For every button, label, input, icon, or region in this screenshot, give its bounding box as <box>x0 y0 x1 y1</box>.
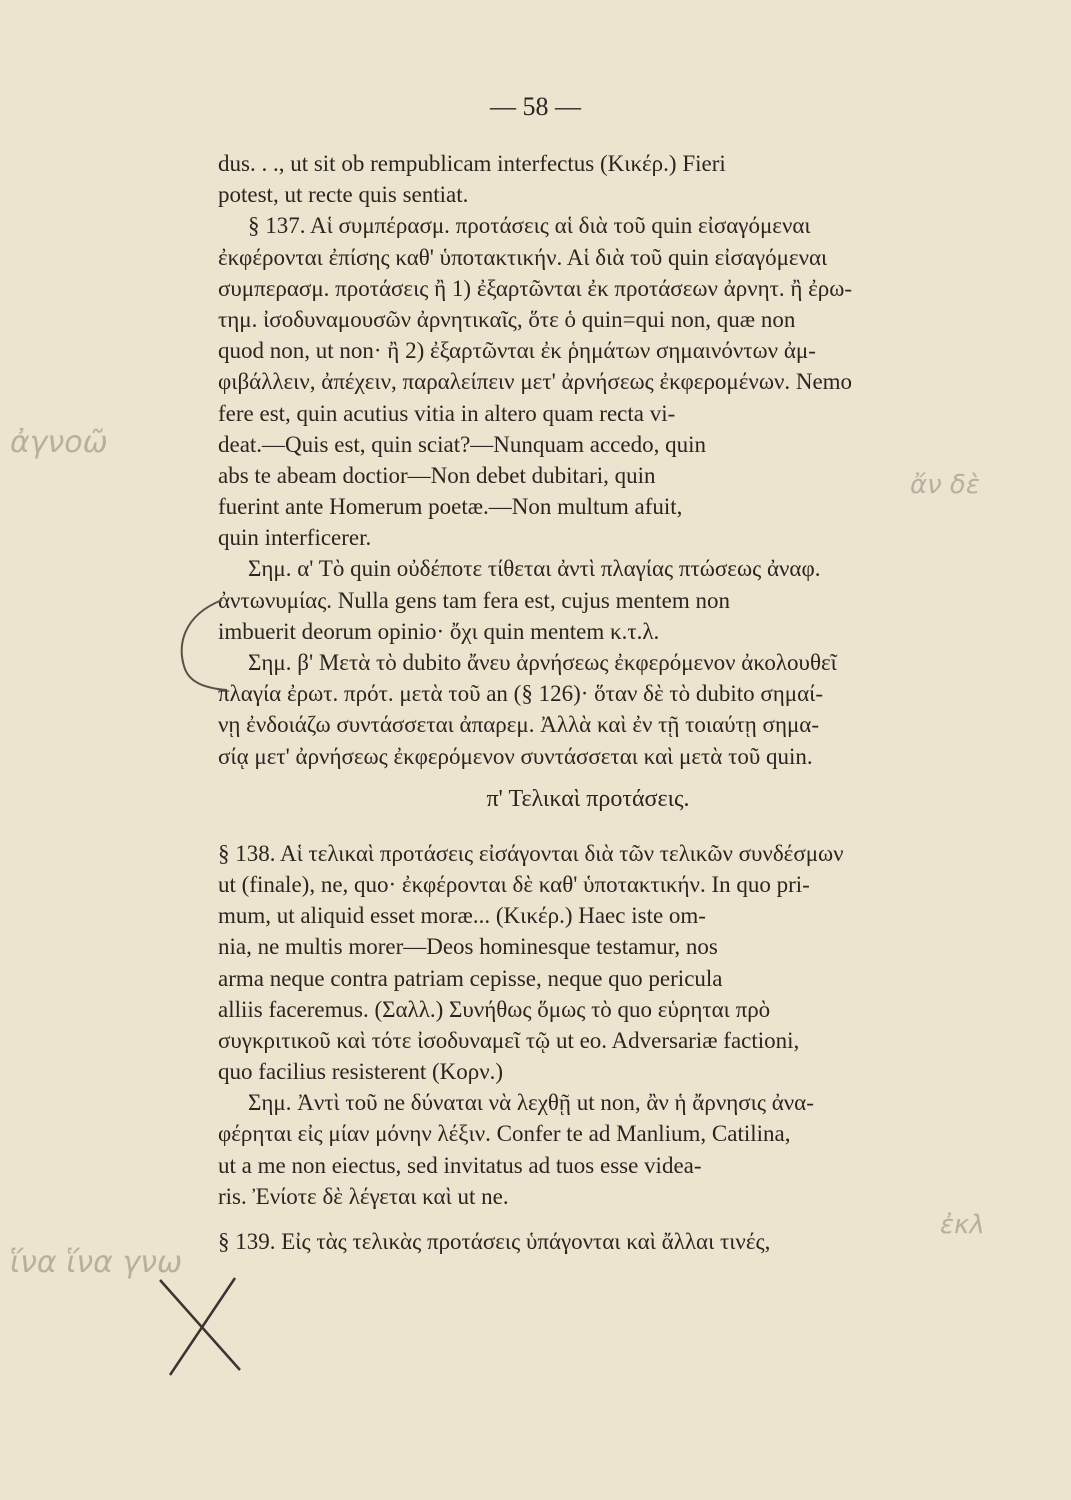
text-line: quod non, ut non· ἢ 2) ἐξαρτῶνται ἐκ ῥημάτων σημαινόντων ἀμ- <box>218 338 816 364</box>
bracket-mark <box>172 596 232 696</box>
text-line: fuerint ante Homerum poetæ.—Non multum afuit, <box>218 494 683 520</box>
section-139: § 139. Εἰς τὰς τελικὰς προτάσεις ὑπάγονται καὶ ἄλλαι τινές, <box>218 1229 771 1254</box>
text-line: νῃ ἐνδοιάζω συντάσσεται ἀπαρεμ. Ἀλλὰ καὶ ἐν τῇ τοιαύτῃ σημα- <box>218 712 820 738</box>
x-mark <box>150 1270 250 1380</box>
handwriting-right-bottom: ἐκλ <box>940 1210 985 1240</box>
text-line: deat.—Quis est, quin sciat?—Nunquam accedo, quin <box>218 431 706 457</box>
text-line: fere est, quin acutius vitia in altero quam recta vi- <box>218 400 676 426</box>
note-alpha: Σημ. α' Τὸ quin οὐδέποτε τίθεται ἀντὶ πλαγίας πτώσεως ἀναφ. <box>248 556 821 582</box>
handwriting-left-top: ἀγνοῶ <box>10 425 108 460</box>
handwriting-right-mid: ἄν δὲ <box>910 470 980 500</box>
text-line: ut a me non eiectus, sed invitatus ad tuos esse videa- <box>218 1152 702 1178</box>
text-line: συγκριτικοῦ καὶ τότε ἰσοδυναμεῖ τῷ ut eo. Adversariæ factioni, <box>218 1027 800 1053</box>
body-text <box>218 148 958 1257</box>
text-line: φιβάλλειν, ἀπέχειν, παραλείπειν μετ' ἀρνήσεως ἐκφερομένων. Nemo <box>218 369 853 395</box>
text-line: dus. . ., ut sit ob rempublicam interfectus (Κικέρ.) Fieri <box>218 151 726 176</box>
text-line: alliis faceremus. (Σαλλ.) Συνήθως ὅμως τὸ quo εὑρηται πρὸ <box>218 996 771 1022</box>
text-line: imbuerit deorum opinio· ὄχι quin mentem κ.τ.λ. <box>218 618 660 644</box>
text-line: πλαγία ἐρωτ. πρότ. μετὰ τοῦ an (§ 126)· ὅταν δὲ τὸ dubito σημαί- <box>218 681 824 707</box>
section-137: § 137. Αἱ συμπέρασμ. προτάσεις αἱ διὰ τοῦ quin εἰσαγόμεναι <box>248 213 811 239</box>
text-line: nia, ne multis morer—Deos hominesque testamur, nos <box>218 934 718 960</box>
note-beta: Σημ. β' Μετὰ τὸ dubito ἄνευ ἀρνήσεως ἐκφερόμενον ἀκολουθεῖ <box>248 650 837 675</box>
text-line: σίᾳ μετ' ἀρνήσεως ἐκφερόμενον συντάσσεται καὶ μετὰ τοῦ quin. <box>218 743 813 769</box>
text-line: abs te abeam doctior—Non debet dubitari, quin <box>218 462 656 488</box>
section-heading: π' Τελικαὶ προτάσεις. <box>486 785 690 812</box>
section-138: § 138. Αἱ τελικαὶ προτάσεις εἰσάγονται διὰ τῶν τελικῶν συνδέσμων <box>218 840 844 866</box>
text-line: τημ. ἰσοδυναμουσῶν ἀρνητικαῖς, ὅτε ὁ quin=qui non, quæ non <box>218 306 796 332</box>
text-line: arma neque contra patriam cepisse, neque quo pericula <box>218 965 723 991</box>
text-line: quin interficerer. <box>218 525 372 551</box>
text-line: ἐκφέρονται ἐπίσης καθ' ὑποτακτικήν. Αἱ διὰ τοῦ quin εἰσαγόμεναι <box>218 244 828 270</box>
page-number: — 58 — <box>490 92 581 121</box>
text-line: ἀντωνυμίας. Nulla gens tam fera est, cujus mentem non <box>218 587 730 613</box>
text-line: φέρηται εἰς μίαν μόνην λέξιν. Confer te ad Manlium, Catilina, <box>218 1121 791 1147</box>
note: Σημ. Ἀντὶ τοῦ ne δύναται νὰ λεχθῇ ut non, ἂν ἡ ἄρνησις ἀνα- <box>248 1090 814 1116</box>
handwriting-left-bottom: ἵνα ἵνα γνω <box>10 1245 183 1280</box>
text-line: συμπερασμ. προτάσεις ἢ 1) ἐξαρτῶνται ἐκ προτάσεων ἀρνητ. ἢ ἐρω- <box>218 275 853 301</box>
text-line: potest, ut recte quis sentiat. <box>218 182 469 208</box>
text-line: quo facilius resisterent (Κορν.) <box>218 1059 504 1085</box>
text-line: ris. Ἐνίοτε δὲ λέγεται καὶ ut ne. <box>218 1183 509 1209</box>
text-line: ut (finale), ne, quo· ἐκφέρονται δὲ καθ' ὑποτακτικήν. In quo pri- <box>218 871 810 897</box>
text-line: mum, ut aliquid esset moræ... (Κικέρ.) Haec iste om- <box>218 903 706 929</box>
